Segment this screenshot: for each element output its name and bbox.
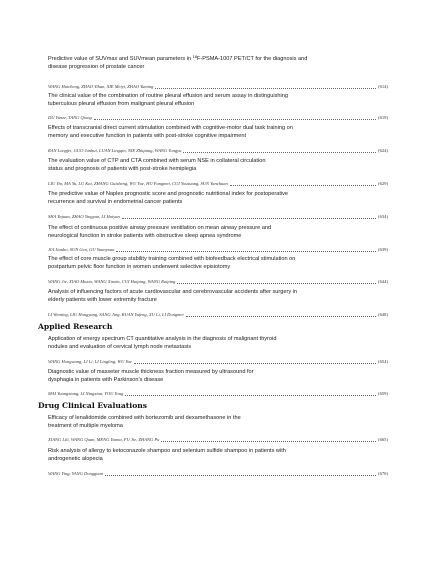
entry-authors: SHA Yajuan, ZHAO Yingyan, LI Haiyan — [48, 213, 120, 219]
entry-author-line — [48, 435, 388, 443]
entry-author-line — [48, 310, 388, 318]
entry-page-number: (648) — [378, 311, 388, 317]
dot-leader — [155, 84, 376, 89]
entry-title-line2: elderly patients with lower extremity fracture — [48, 296, 157, 303]
dot-leader — [134, 359, 376, 364]
entry-title-line1: Effects of transcranial direct current stimulation combined with cognitive-motor dual task training on — [48, 125, 293, 131]
dot-leader — [230, 181, 376, 186]
entry-authors: XIANG Lili, WANG Quan, MENG Yanna, FU Jie, ZHANG Pu — [48, 436, 160, 442]
entry-author-line — [48, 113, 388, 121]
entry-author-line — [48, 469, 388, 477]
entry-title-line2: status and prognosis of patients with post-stroke hemiplegia — [48, 165, 197, 172]
dot-leader — [177, 279, 376, 284]
entry-author-line — [48, 179, 388, 187]
entry-title-line2: nodules and evaluation of cervical lymph node metastasis — [48, 343, 192, 350]
entry-authors: WANG Ying, YANG Dongguan — [48, 470, 104, 476]
entry-page-number: (659) — [378, 390, 388, 396]
entry-author-line — [48, 82, 388, 90]
entry-author-line — [48, 357, 388, 365]
entry-title-line1: Risk analysis of allergy to ketoconazole shampoo and selenium sulfide shampoo in patients with — [48, 448, 286, 454]
entry-title-line1: The predictive value of Naples prognostic score and prognostic nutritional index for postoperative — [48, 191, 289, 197]
entry-title-line1: The clinical value of the combination of routine pleural effusion and serum assay in distinguishing — [48, 93, 288, 99]
entry-author-line — [48, 146, 388, 154]
toc-entry[interactable] — [48, 448, 388, 476]
entry-title-line1: Efficacy of lenalidomide combined with bortezomib and dexamethasone in the — [48, 415, 241, 421]
entry-title-line2: recurrence and survival in endometrial cancer patients — [48, 198, 183, 205]
toc-entry[interactable] — [48, 125, 388, 153]
toc-entry[interactable] — [48, 93, 388, 120]
entry-author-line — [48, 277, 388, 285]
entry-page-number: (624) — [378, 147, 388, 153]
toc-entry[interactable] — [48, 415, 388, 442]
dot-leader — [116, 247, 376, 252]
entry-page-number: (634) — [378, 213, 388, 219]
entry-authors: WANG Jie, XIAO Muxia, WANG Xinxin, CUI Huiping, WANG Ruiping — [48, 278, 176, 284]
entry-page-number: (639) — [378, 246, 388, 252]
entry-authors: DU Yunze, TANG Qiong — [48, 114, 92, 120]
dot-leader — [122, 214, 376, 219]
entry-title-line2: treatment of multiple myeloma — [48, 422, 123, 429]
entry-page-number: (654) — [378, 358, 388, 364]
entry-title-line2: dysphagia in patients with Parkinson’s disease — [48, 376, 164, 383]
entry-title-line1: The evaluation value of CTP and CTA combined with serum NSE in collateral circulation — [48, 158, 266, 164]
entry-authors: RAN Longfei, GUO Junhui, LUAN Lingqin, NIE Zhiqiang, WANG Tongyu — [48, 147, 182, 153]
toc-entry[interactable] — [48, 225, 388, 252]
entry-author-line — [48, 212, 388, 220]
entry-authors: WANG Hongwang, LI Li, LI Lingling, WU Yue — [48, 358, 132, 364]
entry-title-line2: memory and executive function in patients with post-stroke cognitive impairment — [48, 132, 247, 139]
entry-page-number: (614) — [378, 83, 388, 89]
entry-authors: LIU Yin, MA Yu, LU Kai, ZHANG Guisheng, WU Yue, HU Fangmei, CUI Yousuang, SUN Yanchuan — [48, 180, 228, 186]
entry-page-number: (665) — [378, 436, 388, 442]
entry-title-line1: Analysis of influencing factors of acute cardiovascular and cerebrovascular accidents after surgery in — [48, 289, 298, 295]
entry-authors: JIA Jianbo, SUN Gen, GU Yuanyuan — [48, 246, 115, 252]
entry-title-line1: The effect of core muscle group stability training combined with biofeedback electrical stimulation on — [48, 256, 296, 262]
entry-title-line2: neurological function in stroke patients with obstructive sleep apnea syndrome — [48, 232, 242, 239]
entry-title-line2: tuberculous pleural effusion from malignant pleural effusion — [48, 100, 195, 107]
entry-page-number: (644) — [378, 278, 388, 284]
entry-title-line1: Application of energy spectrum CT quantitative analysis in the diagnosis of malignant thyroid — [48, 336, 277, 342]
toc-entry[interactable] — [48, 158, 388, 186]
entry-title-line1: Diagnostic value of masseter muscle thickness fraction measured by ultrasound for — [48, 369, 254, 375]
toc-entry[interactable] — [48, 256, 388, 284]
section-heading-applied-research: Applied Research — [38, 322, 113, 331]
dot-leader — [125, 391, 376, 396]
entry-author-line — [48, 245, 388, 253]
dot-leader — [183, 148, 376, 153]
dot-leader — [105, 471, 376, 476]
toc-entry[interactable] — [48, 191, 388, 219]
entry-title-line2: disease progression of prostate cancer — [48, 63, 145, 70]
entry-title-line2: androgenetic alopecia — [48, 455, 103, 462]
dot-leader — [186, 312, 376, 317]
entry-page-number: (619) — [378, 114, 388, 120]
toc-entry[interactable] — [48, 369, 388, 396]
entry-authors: LI Wenting, LIU Hongyang, SANG Jing, RUAN Yufeng, XU Li, LI Dongmei — [48, 311, 184, 317]
entry-title-line1: Predictive value of SUVmax and SUVmean parameters in $^{18}$F-PSMA-1007 PET/CT for the diagnosis and — [48, 54, 308, 62]
toc-entry[interactable] — [48, 289, 388, 317]
entry-authors: WANG Haicheng, ZHAO Yihan, XIE Meiyi, ZHAO Yuming — [48, 83, 154, 89]
toc-entry[interactable] — [48, 336, 388, 364]
entry-page-number: (629) — [378, 180, 388, 186]
entry-author-line — [48, 389, 388, 397]
section-heading-drug-clinical-evaluations: Drug Clinical Evaluations — [38, 401, 148, 410]
dot-leader — [94, 115, 376, 120]
entry-title-line1: The effect of continuous positive airway pressure ventilation on mean airway pressure and — [48, 225, 272, 231]
entry-authors: MAI Yuangxiang, LI Ningxian, YOU Yong — [48, 390, 124, 396]
entry-title-line2: postpartum pelvic floor function in women underwent selective episiotomy — [48, 263, 231, 270]
dot-leader — [161, 437, 376, 442]
entry-page-number: (670) — [378, 470, 388, 476]
toc-entry[interactable] — [48, 54, 388, 89]
